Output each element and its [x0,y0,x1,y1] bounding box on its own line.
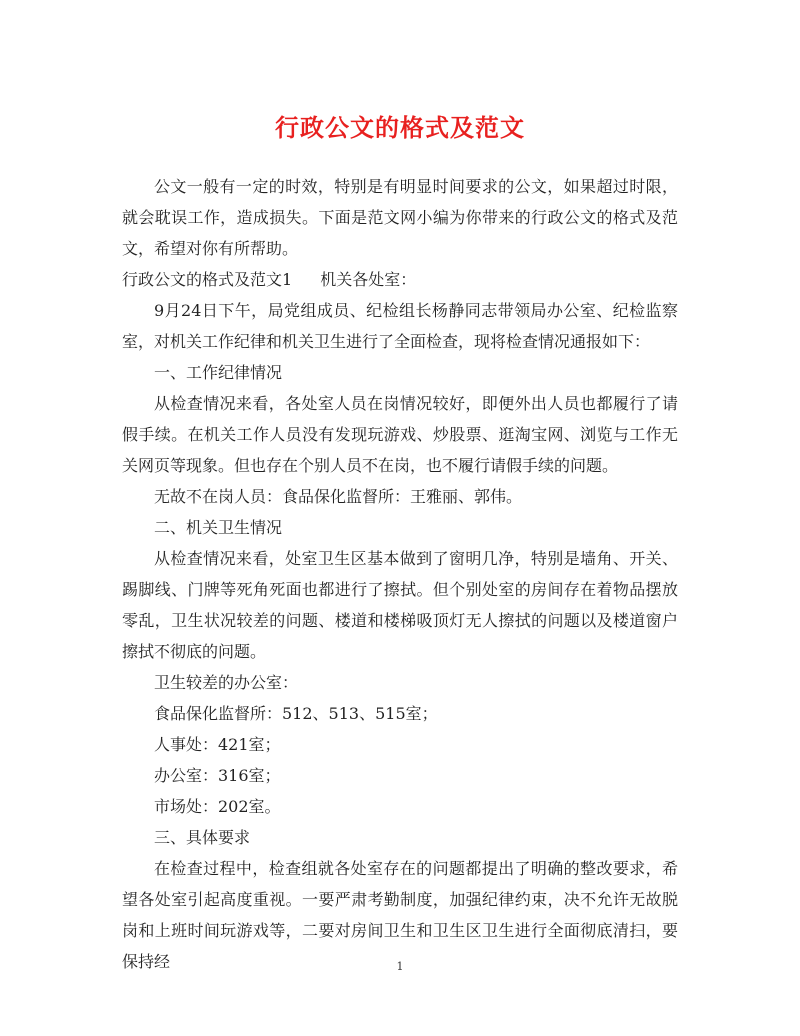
body-paragraph-absent-staff: 无故不在岗人员：食品保化监督所：王雅丽、郭伟。 [154,487,523,506]
list-heading-poor-offices: 卫生较差的办公室： [154,673,299,692]
section-heading-label: 行政公文的格式及范文1 [122,270,293,289]
list-item-office: 办公室：316室； [154,766,281,785]
document-title: 行政公文的格式及范文 [275,113,525,142]
list-item-office: 人事处：421室； [154,735,281,754]
body-paragraph-notice: 9月24日下午，局党组成员、纪检组长杨静同志带领局办公室、纪检监察室，对机关工作纪律和机关卫生进行了全面检查，现将检查情况通报如下： [122,301,678,351]
intro-paragraph: 公文一般有一定的时效，特别是有明显时间要求的公文，如果超过时限，就会耽误工作，造成损失。下面是范文网小编为你带来的行政公文的格式及范文，希望对你有所帮助。 [122,177,678,258]
document-content [122,171,678,977]
body-paragraph-requirements: 在检查过程中，检查组就各处室存在的问题都提出了明确的整改要求，希望各处室引起高度重视。一要严肃考勤制度，加强纪律约束，决不允许无故脱岗和上班时间玩游戏等，二要对房间卫生和卫生区卫生进行全面彻底清扫，要保持经 [122,859,678,971]
body-paragraph-hygiene: 从检查情况来看，处室卫生区基本做到了窗明几净，特别是墙角、开关、踢脚线、门牌等死角死面也都进行了擦拭。但个别处室的房间存在着物品摆放零乱，卫生状况较差的问题、楼道和楼梯吸顶灯无人擦拭的问题以及楼道窗户擦拭不彻底的问题。 [122,549,678,661]
section-heading-addressee: 机关各处室： [320,270,417,289]
page-number: 1 [396,960,404,973]
body-paragraph-discipline: 从检查情况来看，各处室人员在岗情况较好，即便外出人员也都履行了请假手续。在机关工作人员没有发现玩游戏、炒股票、逛淘宝网、浏览与工作无关网页等现象。但也存在个别人员不在岗，也不履行请假手续的问题。 [122,394,678,475]
section-heading [122,264,678,295]
subheading-work-discipline: 一、工作纪律情况 [154,363,283,382]
list-item-office: 市场处：202室。 [154,797,281,816]
subheading-requirements: 三、具体要求 [154,828,251,847]
subheading-hygiene: 二、机关卫生情况 [154,518,283,537]
list-item-office: 食品保化监督所：512、513、515室； [154,704,438,723]
